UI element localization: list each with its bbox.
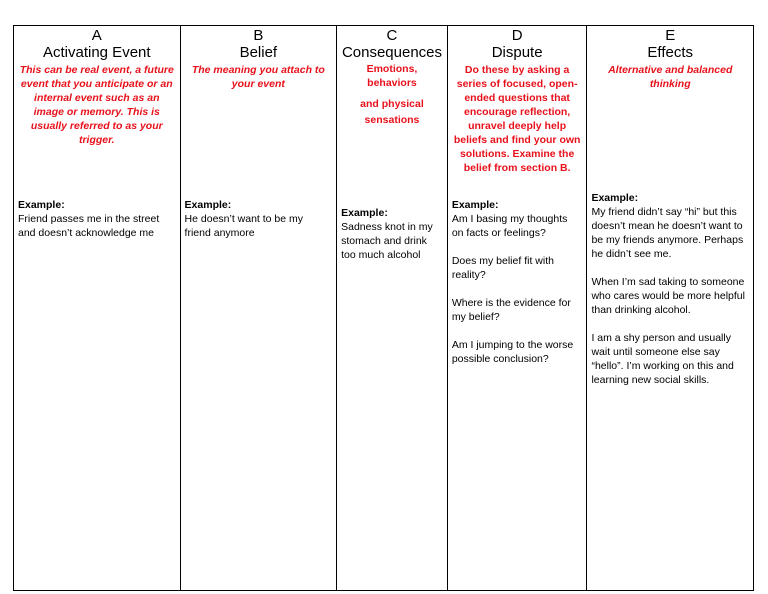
example-text: Am I basing my thoughts on facts or feelings? [451,213,568,239]
example-label: Example: [18,199,65,211]
abcde-worksheet-table [13,25,754,591]
example-block [452,198,581,366]
column-description: Do these by asking a series of focused, open-ended questions that encourage reflection, unravel deeply help beliefs and find your own solutions. Examine the belief from section B. [453,64,581,174]
column-description: This can be real event, a future event that you anticipate or an internal event such as an image or memory. This is usually referred to as your trigger. [19,64,174,146]
column-effects [587,26,753,590]
column-activating-event [14,26,181,590]
column-letter: D [511,27,523,44]
example-block [591,191,747,387]
column-title: Dispute [491,44,543,61]
example-block [18,198,174,240]
column-letter: E [665,27,676,44]
example-label: Example: [341,207,388,219]
example-text: Does my belief fit with reality? [451,255,554,281]
example-text: Am I jumping to the worse possible conclusion? [451,339,574,365]
description-line: and physical sensations [360,98,424,126]
column-title: Belief [239,44,278,61]
example-text: Where is the evidence for my belief? [451,297,571,323]
column-description: The meaning you attach to your event [191,64,325,90]
example-text: Friend passes me in the street and doesn’t acknowledge me [18,213,160,239]
column-description [337,62,447,128]
column-belief [181,26,338,590]
example-label: Example: [451,199,499,211]
column-header [448,27,587,62]
column-letter: B [253,27,264,44]
example-text: When I’m sad taking to someone who cares would be more helpful than drinking alcohol. [591,276,745,316]
description-line: Emotions, behaviors [366,63,418,89]
column-title: Effects [647,44,694,61]
example-text: My friend didn’t say “hi” but this doesn’t mean he doesn’t want to be my friends anymore. Perhaps he didn’t see me. [591,206,744,260]
column-letter: A [91,27,102,44]
column-header [14,27,180,62]
example-text: I am a shy person and usually wait until someone else say “hello”. I’m working on this and learning new social skills. [591,332,734,386]
column-letter: C [386,27,398,44]
column-description: Alternative and balanced thinking [608,64,733,90]
example-text: Sadness knot in my stomach and drink too much alcohol [341,221,433,261]
example-text: He doesn’t want to be my friend anymore [184,213,304,239]
column-title: Consequences [341,44,443,61]
example-label: Example: [591,192,639,204]
column-header [181,27,337,62]
column-dispute [448,26,588,590]
example-block [185,198,331,240]
column-header [587,27,753,62]
example-block [341,206,441,262]
column-consequences [337,26,448,590]
column-header [337,27,447,62]
column-title: Activating Event [42,44,151,61]
example-label: Example: [184,199,232,211]
